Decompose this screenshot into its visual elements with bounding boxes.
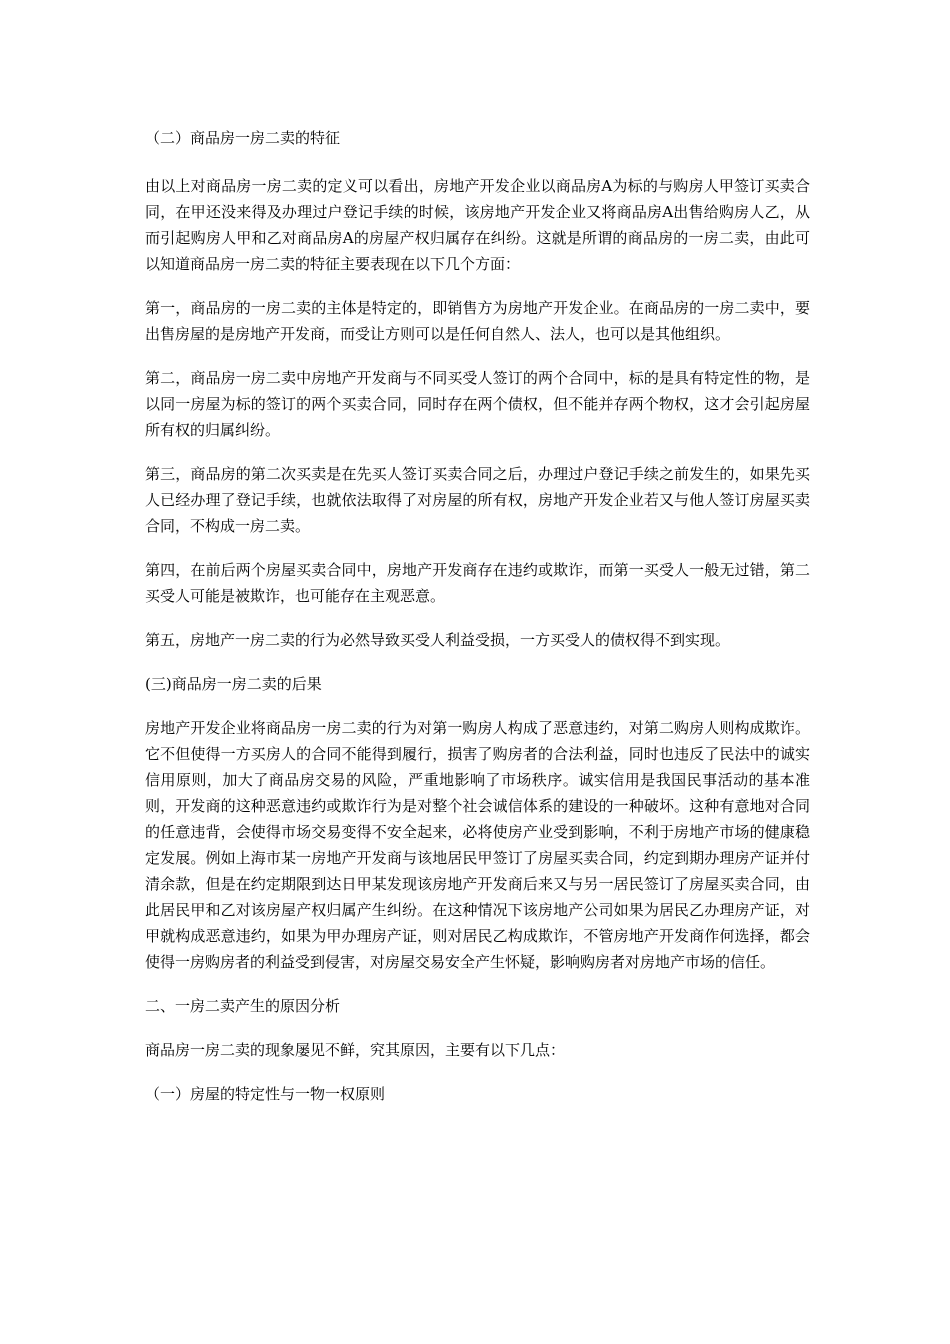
section-heading-consequences: (三)商品房一房二卖的后果 (145, 675, 322, 693)
paragraph-definition-intro: 由以上对商品房一房二卖的定义可以看出，房地产开发企业以商品房A为标的与购房人甲签订买卖合同，在甲还没来得及办理过户登记手续的时候，该房地产开发企业又将商品房A出售给购房人乙，从而引起购房人甲和乙对商品房A的房屋产权归属存在纠纷。这就是所谓的商品房的一房二卖，由此可以知道商品房一房二卖的特征主要表现在以下几个方面： (145, 177, 810, 273)
document-body (145, 125, 810, 1107)
paragraph-consequences: 房地产开发企业将商品房一房二卖的行为对第一购房人构成了恶意违约，对第二购房人则构成欺诈。它不但使得一方买房人的合同不能得到履行，损害了购房者的合法利益，同时也违反了民法中的诚实信用原则，加大了商品房交易的风险，严重地影响了市场秩序。诚实信用是我国民事活动的基本准则，开发商的这种恶意违约或欺诈行为是对整个社会诚信体系的建设的一种破坏。这种有意地对合同的任意违背，会使得市场交易变得不安全起来，必将使房产业受到影响，不利于房地产市场的健康稳定发展。例如上海市某一房地产开发商与该地居民甲签订了房屋买卖合同，约定到期办理房产证并付清余款，但是在约定期限到达日甲某发现该房地产开发商后来又与另一居民签订了房屋买卖合同，由此居民甲和乙对该房屋产权归属产生纠纷。在这种情况下该房地产公司如果为居民乙办理房产证，对甲就构成恶意违约，如果为甲办理房产证，则对居民乙构成欺诈，不管房地产开发商作何选择，都会使得一房购房者的利益受到侵害，对房屋交易安全产生怀疑，影响购房者对房地产市场的信任。 (145, 719, 810, 971)
paragraph-causes-intro: 商品房一房二卖的现象屡见不鲜，究其原因，主要有以下几点： (145, 1041, 566, 1059)
section-heading-causes: 二、一房二卖产生的原因分析 (145, 997, 341, 1015)
subsection-heading-specificity: （一）房屋的特定性与一物一权原则 (145, 1085, 386, 1103)
paragraph-feature-3: 第三，商品房的第二次买卖是在先买人签订买卖合同之后，办理过户登记手续之前发生的，如果先买人已经办理了登记手续，也就依法取得了对房屋的所有权，房地产开发企业若又与他人签订房屋买卖合同，不构成一房二卖。 (145, 465, 810, 535)
section-heading-features: （二）商品房一房二卖的特征 (145, 129, 341, 147)
paragraph-feature-4: 第四，在前后两个房屋买卖合同中，房地产开发商存在违约或欺诈，而第一买受人一般无过错，第二买受人可能是被欺诈，也可能存在主观恶意。 (145, 561, 810, 605)
paragraph-feature-1: 第一，商品房的一房二卖的主体是特定的，即销售方为房地产开发企业。在商品房的一房二卖中，要出售房屋的是房地产开发商，而受让方则可以是任何自然人、法人，也可以是其他组织。 (145, 299, 810, 343)
paragraph-feature-2: 第二，商品房一房二卖中房地产开发商与不同买受人签订的两个合同中，标的是具有特定性的物，是以同一房屋为标的签订的两个买卖合同，同时存在两个债权，但不能并存两个物权，这才会引起房屋所有权的归属纠纷。 (145, 369, 810, 439)
paragraph-feature-5: 第五，房地产一房二卖的行为必然导致买受人利益受损，一方买受人的债权得不到实现。 (145, 631, 731, 649)
